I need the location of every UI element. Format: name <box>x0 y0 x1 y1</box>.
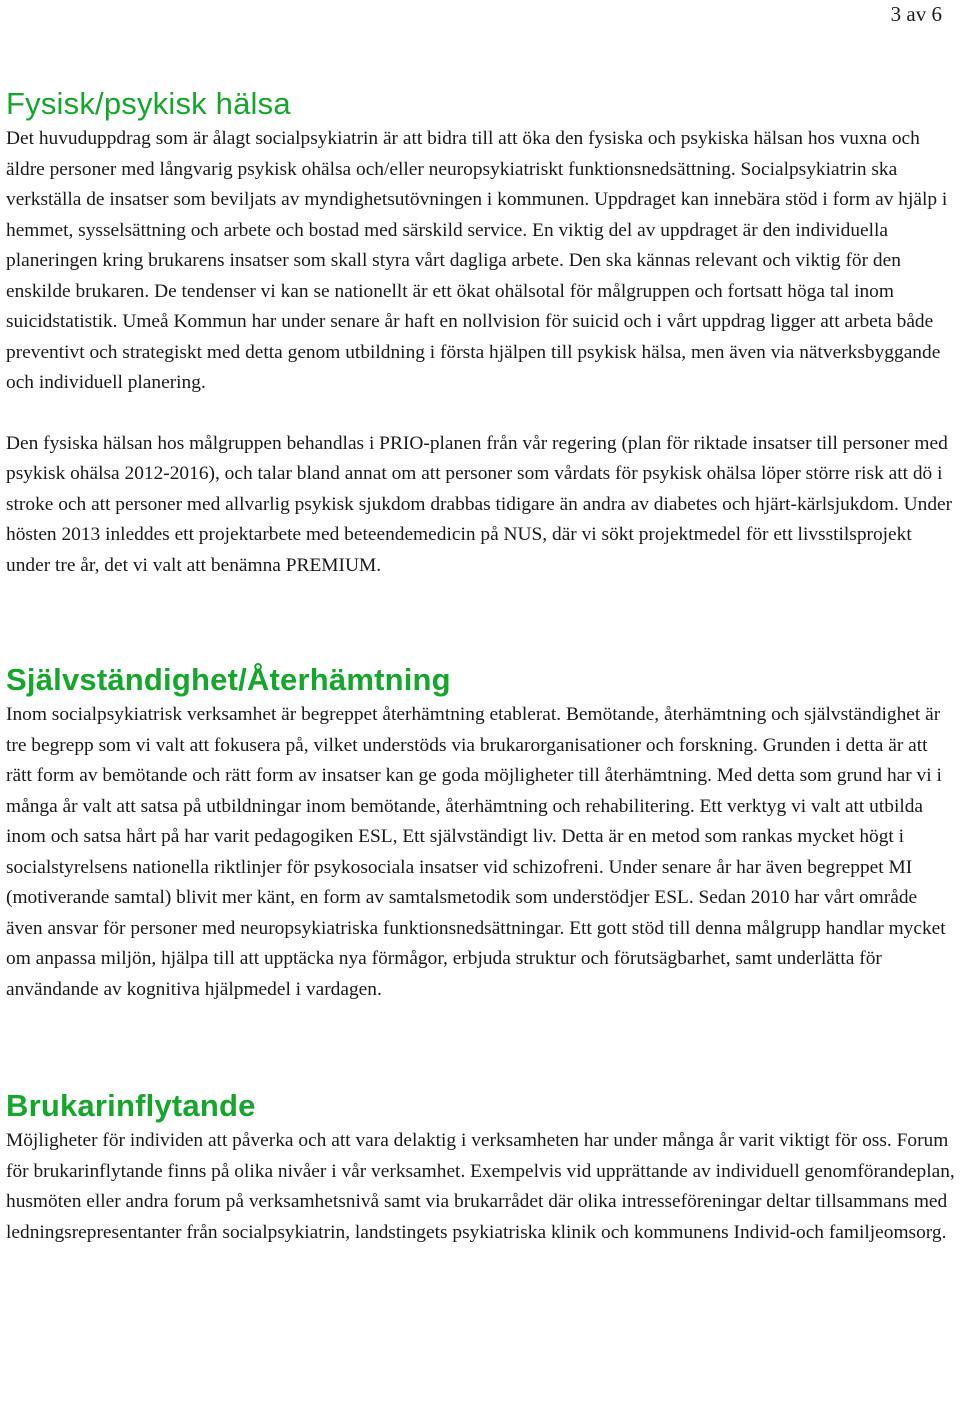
page-number: 3 av 6 <box>890 2 942 26</box>
document-body <box>6 84 956 1248</box>
paragraph: Inom socialpsykiatrisk verksamhet är begreppet återhämtning etablerat. Bemötande, återhämtning och självständighet är tre begrepp som vi valt att fokusera på, vilket understöds via brukarorganisationer och forskning. Grunden i detta är att rätt form av bemötande och rätt form av insatser kan ge goda möjligheter till återhämtning. Med detta som grund har vi i många år valt att satsa på utbildningar inom bemötande, återhämtning och rehabilitering. Ett verktyg vi valt att utbilda inom och satsa hårt på har varit pedagogiken ESL, Ett självständigt liv. Detta är en metod som rankas mycket högt i socialstyrelsens nationella riktlinjer för psykosociala insatser vid schizofreni. Under senare år har även begreppet MI (motiverande samtal) blivit mer känt, en form av samtalsmetodik som understödjer ESL. Sedan 2010 har vårt område även ansvar för personer med neuropsykiatriska funktionsnedsättningar. Ett gott stöd till denna målgrupp handlar mycket om anpassa miljön, hjälpa till att upptäcka nya förmågor, erbjuda struktur och förutsägbarhet, samt underlätta för användande av kognitiva hjälpmedel i vardagen. <box>6 704 946 1000</box>
section-heading: Fysisk/psykisk hälsa <box>6 86 291 121</box>
paragraph: Den fysiska hälsan hos målgruppen behandlas i PRIO-planen från vår regering (plan för riktade insatser till personer med psykisk ohälsa 2012-2016), och talar bland annat om att personer som vårdats för psykisk ohälsa löper större risk att dö i stroke och att personer med allvarlig psykisk sjukdom drabbas tidigare än andra av diabetes och hjärt-kärlsjukdom. Under hösten 2013 inleddes ett projektarbete med beteendemedicin på NUS, där vi sökt projektmedel för ett livsstilsprojekt under tre år, det vi valt att benämna PREMIUM. <box>6 432 953 576</box>
paragraph: Det huvuduppdrag som är ålagt socialpsykiatrin är att bidra till att öka den fysiska och psykiska hälsan hos vuxna och äldre personer med långvarig psykisk ohälsa och/eller neuropsykiatriskt funktionsnedsättning. Socialpsykiatrin ska verkställa de insatser som beviljats av myndighetsutövningen i kommunen. Uppdraget kan innebära stöd i form av hjälp i hemmet, sysselsättning och arbete och bostad med särskild service. En viktig del av uppdraget är den individuella planeringen kring brukarens insatser som skall styra vårt dagliga arbete. Den ska kännas relevant och viktig för den enskilde brukaren. De tendenser vi kan se nationellt är ett ökat ohälsotal för målgruppen och fortsatt höga tal inom suicidstatistik. Umeå Kommun har under senare år haft en nollvision för suicid och i vårt uppdrag ligger att arbeta både preventivt och strategiskt med detta genom utbildning i första hjälpen till psykisk hälsa, men även via nätverksbyggande och individuell planering. <box>6 128 948 393</box>
section-brukarinflytande <box>6 1086 956 1248</box>
section-heading: Självständighet/Återhämtning <box>6 662 451 697</box>
section-fysisk-psykisk-halsa <box>6 84 956 581</box>
paragraph: Möjligheter för individen att påverka och att vara delaktig i verksamheten har under många år varit viktigt för oss. Forum för brukarinflytande finns på olika nivåer i vår verksamhet. Exempelvis vid upprättande av individuell genomförandeplan, husmöten eller andra forum på verksamhetsnivå samt via brukarrådet där olika intresseföreningar deltar tillsammans med ledningsrepresentanter från socialpsykiatrin, landstingets psykiatriska klinik och kommunens Individ-och familjeomsorg. <box>6 1130 955 1243</box>
section-sjalvstandighet-aterhamtning <box>6 660 956 1005</box>
section-heading: Brukarinflytande <box>6 1088 256 1123</box>
